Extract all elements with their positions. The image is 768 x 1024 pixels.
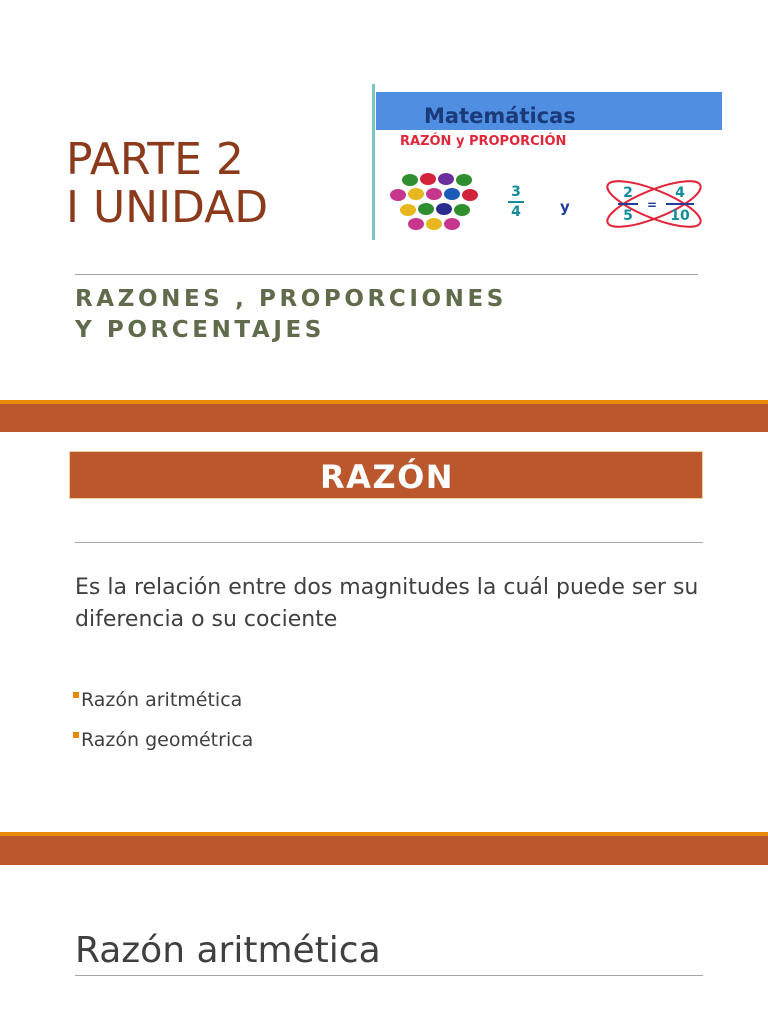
slide-3-title: Razón aritmética	[75, 930, 381, 971]
illustration-banner	[376, 92, 722, 130]
slide-1-title	[66, 136, 268, 232]
slide-2-divider	[75, 542, 703, 543]
fraction-three-quarters	[508, 184, 524, 220]
balls-group	[390, 173, 478, 230]
bullet-text: Razón aritmética	[81, 689, 243, 711]
slide-separator-1	[0, 400, 768, 432]
slide-1-subtitle	[75, 284, 507, 346]
bullet-text: Razón geométrica	[81, 729, 254, 751]
subtitle-line-2: Y PORCENTAJES	[75, 317, 325, 343]
slide-2-title: RAZÓN	[319, 458, 455, 496]
subtitle-line-1: RAZONES , PROPORCIONES	[75, 286, 507, 312]
illustration-edge	[372, 84, 375, 240]
fraction-numerator: 3	[511, 184, 521, 200]
illustration-banner-text: Matemáticas	[424, 104, 576, 128]
colored-balls-icon	[386, 168, 486, 232]
bullet-item-2	[73, 729, 253, 751]
bullet-square-icon	[73, 732, 79, 738]
prop-right-denominator: 10	[670, 208, 690, 224]
bullet-square-icon	[73, 692, 79, 698]
title-line-2: I UNIDAD	[66, 182, 269, 233]
bullet-item-1	[73, 689, 242, 711]
razon-title-box	[69, 451, 703, 499]
slide-3-divider	[75, 975, 703, 976]
slide-separator-2	[0, 832, 768, 865]
slide-2-body: Es la relación entre dos magnitudes la cuál puede ser su diferencia o su cociente	[75, 575, 699, 632]
fraction-denominator: 4	[511, 204, 521, 220]
prop-right-numerator: 4	[675, 185, 685, 201]
illustration-subtitle: RAZÓN y PROPORCIÓN	[400, 134, 567, 149]
razon-proporcion-illustration	[372, 84, 724, 242]
prop-equals: =	[646, 198, 658, 212]
illustration-connector: y	[560, 198, 570, 216]
slide-1-divider	[75, 274, 698, 275]
title-line-1: PARTE 2	[66, 134, 244, 185]
prop-left-denominator: 5	[623, 208, 633, 224]
proportion-cross-icon	[602, 178, 706, 230]
fraction-bar	[508, 201, 524, 203]
prop-left-numerator: 2	[623, 185, 633, 201]
